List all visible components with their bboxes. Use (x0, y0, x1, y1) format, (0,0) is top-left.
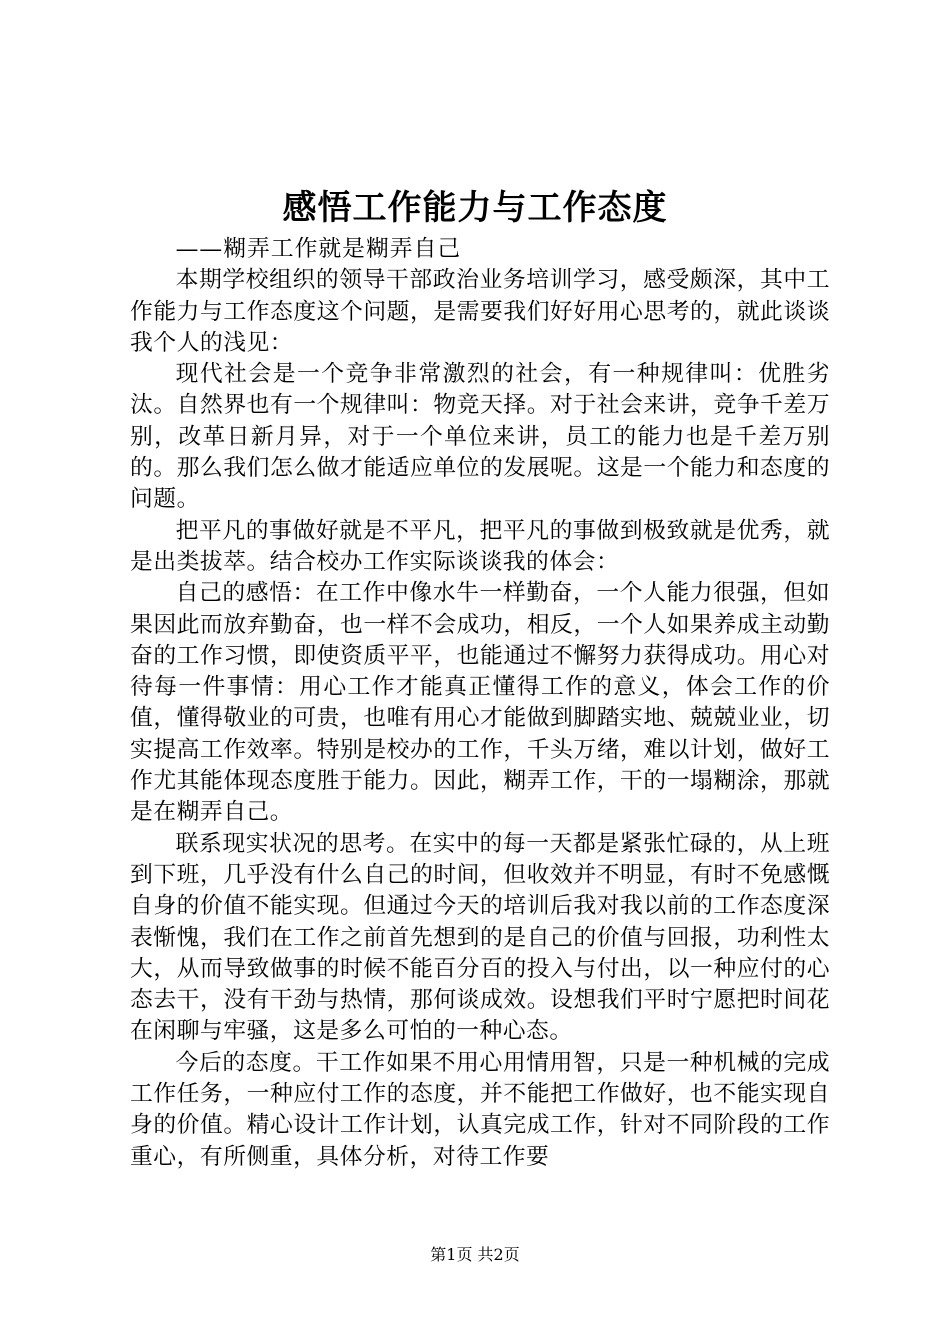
paragraph: 本期学校组织的领导干部政治业务培训学习，感受颇深，其中工作能力与工作态度这个问题，是需要我们好好用心思考的，就此谈谈我个人的浅见： (130, 267, 830, 356)
page-number-footer: 第1页 共2页 (430, 1245, 520, 1264)
document-title: 感悟工作能力与工作态度 (282, 188, 668, 228)
paragraph: 自己的感悟：在工作中像水牛一样勤奋，一个人能力很强，但如果因此而放弃勤奋，也一样不会成功，相反，一个人如果养成主动勤奋的工作习惯，即使资质平平，也能通过不懈努力获得成功。用心对待每一件事情：用心工作才能真正懂得工作的意义，体会工作的价值，懂得敬业的可贵，也唯有用心才能做到脚踏实地、兢兢业业，切实提高工作效率。特别是校办的工作，千头万绪，难以计划，做好工作尤其能体现态度胜于能力。因此，糊弄工作，干的一塌糊涂，那就是在糊弄自己。 (130, 580, 830, 826)
document-subtitle: ——糊弄工作就是糊弄自己 (175, 236, 462, 262)
paragraph: 联系现实状况的思考。在实中的每一天都是紧张忙碌的，从上班到下班，几乎没有什么自己的时间，但收效并不明显，有时不免感慨自身的价值不能实现。但通过今天的培训后我对我以前的工作态度深表惭愧，我们在工作之前首先想到的是自己的价值与回报，功利性太大，从而导致做事的时候不能百分百的投入与付出，以一种应付的心态去干，没有干劲与热情，那何谈成效。设想我们平时宁愿把时间花在闲聊与牢骚，这是多么可怕的一种心态。 (130, 830, 830, 1045)
paragraph: 今后的态度。干工作如果不用心用情用智，只是一种机械的完成工作任务，一种应付工作的态度，并不能把工作做好，也不能实现自身的价值。精心设计工作计划，认真完成工作，针对不同阶段的工作重心，有所侧重，具体分析，对待工作要 (130, 1049, 830, 1170)
paragraph: 现代社会是一个竞争非常激烈的社会，有一种规律叫：优胜劣汰。自然界也有一个规律叫：物竞天择。对于社会来讲，竞争千差万别，改革日新月异，对于一个单位来讲，员工的能力也是千差万别的。那么我们怎么做才能适应单位的发展呢。这是一个能力和态度的问题。 (130, 361, 830, 513)
paragraph: 把平凡的事做好就是不平凡，把平凡的事做到极致就是优秀，就是出类拔萃。结合校办工作实际谈谈我的体会： (130, 517, 830, 575)
document-body (130, 234, 830, 1173)
